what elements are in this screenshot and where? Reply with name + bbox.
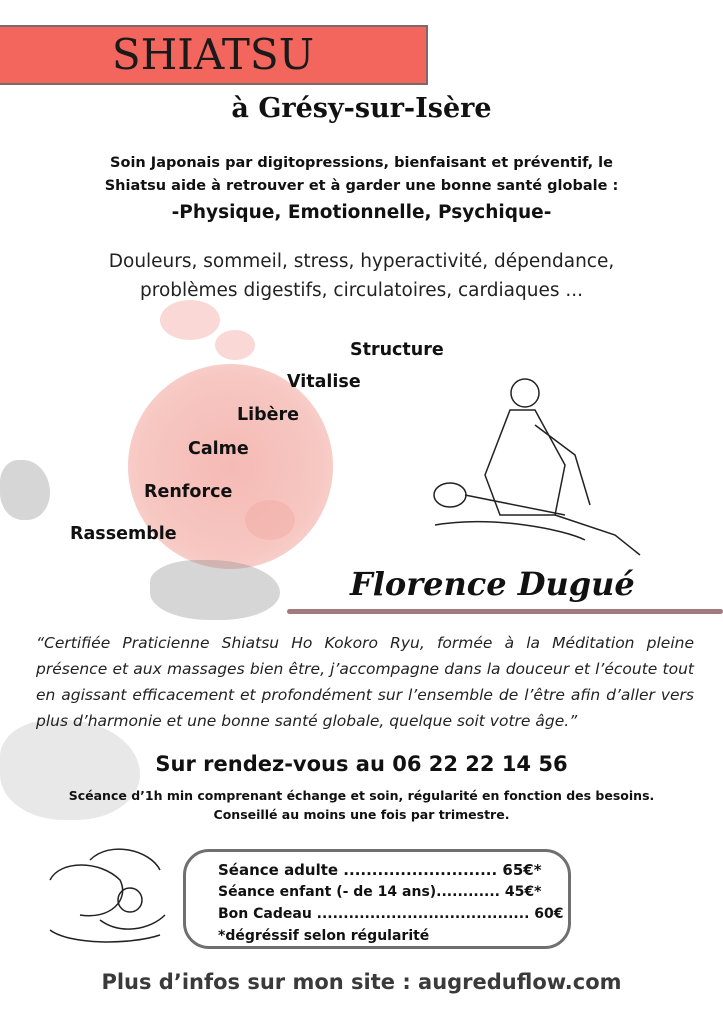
price-row: Bon Cadeau ........................................ 60€	[218, 906, 564, 922]
price-row: Séance enfant (- de 14 ans)............ 45€*	[218, 884, 542, 900]
price-note: *dégréssif selon régularité	[218, 928, 430, 944]
appointment-details	[0, 786, 723, 824]
ink-branch-illustration	[150, 560, 280, 620]
blossom-illustration	[215, 330, 255, 360]
practitioner-quote: “Certifiée Praticienne Shiatsu Ho Kokoro Ryu, formée à la Méditation pleine présence et aux massages bien être, j’accompagne dans la douceur et l’écoute tout en agissant efficacement et profondément sur l’ensemble de l’être afin d’aller vers plus d’harmonie et une bonne santé globale, quelque soit votre âge.”	[36, 634, 694, 730]
face-massage-illustration	[30, 840, 170, 950]
shiatsu-massage-illustration	[415, 365, 655, 565]
divider	[287, 609, 723, 614]
details-line: Conseillé au moins une fois par trimestre.	[213, 807, 510, 822]
page-title: SHIATSU	[111, 30, 315, 79]
symptoms-text	[0, 247, 723, 305]
symptoms-line: problèmes digestifs, circulatoires, cardiaques ...	[140, 280, 583, 301]
ink-branch-illustration	[0, 460, 50, 520]
practitioner-name: Florence Dugué	[350, 565, 635, 603]
price-row: Séance adulte ........................... 65€*	[218, 861, 542, 879]
blossom-illustration	[245, 500, 295, 540]
tagline: -Physique, Emotionnelle, Psychique-	[171, 202, 552, 223]
intro-text	[0, 152, 723, 198]
intro-line: Shiatsu aide à retrouver et à garder une bonne santé globale :	[104, 178, 619, 194]
location-subtitle: à Grésy-sur-Isère	[231, 93, 492, 124]
price-list	[183, 849, 571, 949]
blossom-illustration	[160, 300, 220, 340]
website-footer: Plus d’infos sur mon site : augreduflow.com	[101, 970, 622, 994]
title-banner	[0, 25, 428, 85]
benefit-word: Rassemble	[70, 524, 177, 544]
symptoms-line: Douleurs, sommeil, stress, hyperactivité, dépendance,	[108, 251, 615, 272]
benefit-word: Vitalise	[287, 372, 361, 392]
details-line: Scéance d’1h min comprenant échange et soin, régularité en fonction des besoins.	[68, 788, 655, 803]
benefit-word: Calme	[188, 439, 249, 459]
benefit-word: Renforce	[144, 482, 233, 502]
intro-line: Soin Japonais par digitopressions, bienfaisant et préventif, le	[110, 155, 613, 171]
appointment-headline: Sur rendez-vous au 06 22 22 14 56	[155, 752, 568, 776]
benefit-word: Libère	[237, 405, 300, 425]
benefit-word: Structure	[350, 340, 444, 360]
